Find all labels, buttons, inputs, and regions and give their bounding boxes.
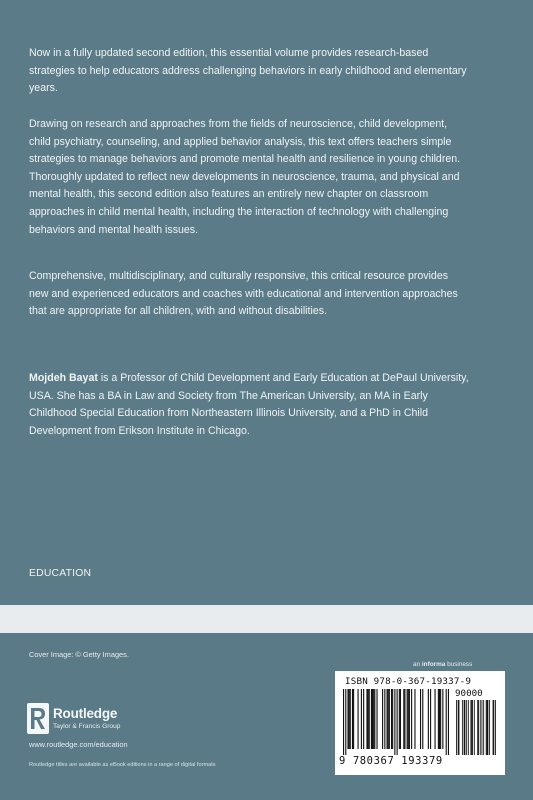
barcode-bar: [389, 689, 390, 749]
barcode-bar: [408, 689, 409, 749]
barcode-bar: [448, 689, 449, 755]
barcode-bar: [374, 689, 375, 749]
barcode-bar: [403, 689, 404, 749]
barcode-bar: [343, 689, 344, 755]
barcode-bar: [358, 689, 359, 749]
addon-barcode-bar: [471, 700, 472, 755]
addon-barcode-bar: [477, 700, 478, 755]
description-paragraph-2: Drawing on research and approaches from the fields of neuroscience, child development, child psychiatry, counseling, and applied behavior analysis, this text offers teachers simple strategies to manage behaviors and promote mental health and resilience in young children. Thoroughly updated to reflect new developments in neuroscience, trauma, and physical and mental health, this second edition also features an entirely new chapter on classroom approaches in child mental health, including the interaction of technology with challenging behaviors and mental health issues.: [29, 118, 461, 236]
addon-barcode: [456, 700, 496, 755]
author-bio-text: is a Professor of Child Development and Early Education at DePaul University, USA. She has a BA in Law and Society from The American University, an MA in Early Childhood Special Education from Northeastern Illinois University, and a PhD in Child Development from Erikson Institute in Chicago.: [29, 372, 469, 437]
barcode-bar: [442, 689, 443, 749]
barcode-bar: [349, 689, 350, 749]
addon-barcode-bar: [487, 700, 488, 755]
barcode-bar: [397, 689, 398, 755]
barcode-bar: [361, 689, 362, 749]
informa-suffix: business: [445, 661, 473, 668]
barcode-bar: [446, 689, 447, 755]
addon-barcode-bar: [459, 700, 460, 755]
addon-barcode-bar: [486, 700, 487, 755]
barcode-bar: [440, 689, 441, 749]
author-bio: [29, 370, 469, 440]
barcode-bar: [411, 689, 412, 749]
barcode-bar: [371, 689, 372, 749]
addon-barcode-bar: [495, 700, 496, 755]
addon-barcode-bar: [489, 700, 490, 755]
barcode-bar: [391, 689, 392, 749]
barcode-bar: [372, 689, 373, 749]
informa-brand: informa: [421, 661, 446, 668]
description-paragraph-1: Now in a fully updated second edition, this essential volume provides research-based strategies to help educators address challenging behaviors in early childhood and elementary years.: [29, 47, 467, 95]
addon-barcode-bar: [480, 700, 481, 755]
addon-barcode-bar: [470, 700, 471, 755]
isbn-barcode-box: [335, 671, 505, 775]
addon-barcode-bar: [474, 700, 475, 755]
barcode-bar: [369, 689, 370, 749]
barcode-bar: [407, 689, 408, 749]
barcode-bar: [439, 689, 440, 749]
description-paragraph-3: Comprehensive, multidisciplinary, and culturally responsive, this critical resource provides new and experienced educators and coaches with educational and intervention approaches that are appropriate for all children, with and without disabilities.: [29, 270, 458, 318]
informa-prefix: an: [413, 661, 422, 668]
barcode-bar: [384, 689, 385, 749]
barcode-bar: [422, 689, 423, 749]
addon-barcode-bar: [458, 700, 459, 755]
barcode-bar: [353, 689, 354, 749]
barcode-bar: [399, 689, 400, 749]
barcode-bar: [400, 689, 401, 749]
barcode-bar: [363, 689, 364, 749]
addon-barcode-bar: [487, 700, 488, 755]
subject-category: EDUCATION: [29, 568, 92, 579]
publisher-name: Routledge: [53, 706, 118, 721]
addon-barcode-bar: [456, 700, 457, 755]
barcode-digits: 9 780367 193379: [339, 755, 443, 767]
ean-barcode: [343, 689, 449, 755]
ebook-note: Routledge titles are available as eBook editions in a range of digital formats: [29, 762, 216, 768]
barcode-bar: [434, 689, 435, 749]
barcode-bar: [352, 689, 353, 749]
barcode-bar: [438, 689, 439, 749]
barcode-bar: [394, 689, 395, 755]
barcode-bar: [392, 689, 393, 749]
addon-barcode-bar: [468, 700, 469, 755]
addon-barcode-bar: [472, 700, 473, 755]
barcode-bar: [420, 689, 421, 749]
addon-barcode-bar: [464, 700, 465, 755]
addon-barcode-bar: [478, 700, 479, 755]
divider-band: [0, 605, 533, 633]
addon-barcode-bar: [493, 700, 494, 755]
barcode-bar: [376, 689, 377, 749]
barcode-bar: [414, 689, 415, 749]
addon-barcode-bar: [482, 700, 483, 755]
barcode-bar: [382, 689, 383, 749]
author-name: Mojdeh Bayat: [29, 372, 98, 384]
barcode-bar: [388, 689, 389, 749]
barcode-bar: [345, 689, 346, 755]
barcode-bar: [350, 689, 351, 749]
addon-barcode-bar: [465, 700, 466, 755]
addon-barcode-bar: [462, 700, 463, 755]
addon-barcode-bar: [483, 700, 484, 755]
price-code: 90000: [455, 688, 483, 699]
barcode-bar: [366, 689, 367, 749]
cover-image-credit: Cover Image: © Getty Images.: [29, 650, 129, 659]
addon-barcode-bar: [466, 700, 467, 755]
routledge-logo-icon: [27, 703, 49, 734]
barcode-bar: [428, 689, 429, 749]
barcode-bar: [373, 689, 374, 749]
barcode-bar: [409, 689, 410, 749]
barcode-bar: [368, 689, 369, 749]
addon-barcode-bar: [493, 700, 494, 755]
publisher-group: Taylor & Francis Group: [53, 723, 121, 730]
barcode-bar: [430, 689, 431, 749]
publisher-website: www.routledge.com/education: [29, 740, 128, 749]
informa-business-tag: [413, 661, 472, 668]
barcode-bar: [387, 689, 388, 749]
barcode-bar: [347, 689, 348, 749]
barcode-bar: [404, 689, 405, 749]
isbn-label: ISBN 978-0-367-19337-9: [345, 676, 472, 687]
